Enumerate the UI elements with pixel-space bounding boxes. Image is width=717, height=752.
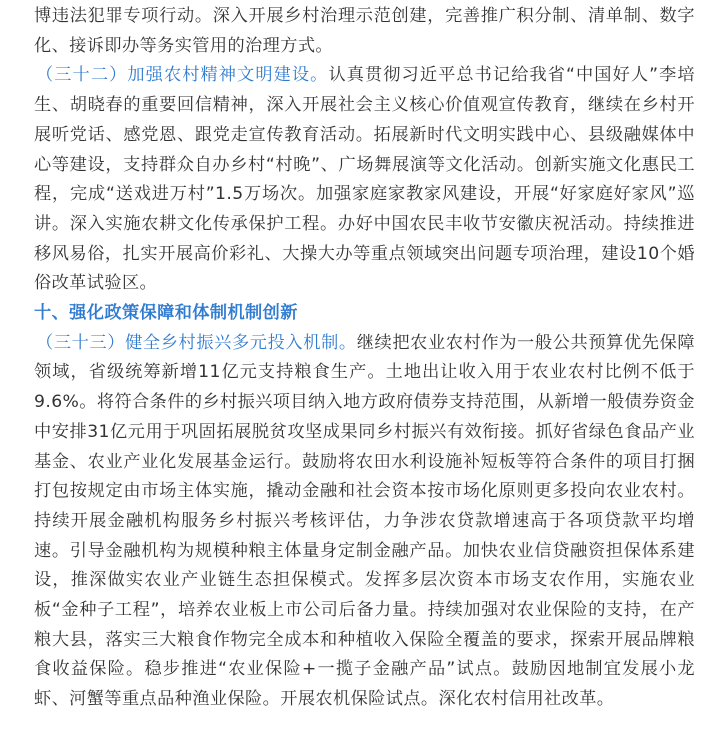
paragraph-intro: 博违法犯罪专项行动。深入开展乡村治理示范创建，完善推广积分制、清单制、数字化、接诉即办等务实管用的治理方式。 — [34, 6, 695, 56]
paragraph-item-33 — [34, 329, 695, 715]
item-32-body: 认真贯彻习近平总书记给我省“中国好人”李培生、胡晓春的重要回信精神，深入开展社会主义核心价值观宣传教育，继续在乡村开展听党话、感党恩、跟党走宣传教育活动。拓展新时代文明实践中心、县级融媒体中心等建设，支持群众自办乡村“村晚”、广场舞展演等文化活动。创新实施文化惠民工程，完成“送戏进万村”1.5万场次。加强家庭家教家风建设，开展“好家庭好家风”巡讲。深入实施农耕文化传承保护工程。办好中国农民丰收节安徽庆祝活动。持续推进移风易俗，扎实开展高价彩礼、大操大办等重点领域突出问题专项治理，建设10个婚俗改革试验区。 — [34, 65, 695, 294]
paragraph-item-32 — [34, 61, 695, 299]
item-32-lead: （三十二）加强农村精神文明建设。 — [36, 65, 329, 86]
item-33-body: 继续把农业农村作为一般公共预算优先保障领域，省级统筹新增11亿元支持粮食生产。土地出让收入用于农业农村比例不低于9.6%。将符合条件的乡村振兴项目纳入地方政府债券支持范围，从新增一般债券资金中安排31亿元用于巩固拓展脱贫攻坚成果同乡村振兴有效衔接。抓好省绿色食品产业基金、农业产业化发展基金运行。鼓励将农田水利设施补短板等符合条件的项目打捆打包按规定由市场主体实施，撬动金融和社会资本按市场化原则更多投向农业农村。持续开展金融机构服务乡村振兴考核评估，力争涉农贷款增速高于各项贷款平均增速。引导金融机构为规模种粮主体量身定制金融产品。加快农业信贷融资担保体系建设，推深做实农业产业链生态担保模式。发挥多层次资本市场支农作用，实施农业板“金种子工程”，培养农业板上市公司后备力量。持续加强对农业保险的支持，在产粮大县，落实三大粮食作物完全成本和种植收入保险全覆盖的要求，探索开展品牌粮食收益保险。稳步推进“农业保险+一揽子金融产品”试点。鼓励因地制宜发展小龙虾、河蟹等重点品种渔业保险。开展农机保险试点。深化农村信用社改革。 — [34, 332, 695, 710]
section-10-heading: 十、强化政策保障和体制机制创新 — [34, 303, 298, 324]
item-33-lead: （三十三）健全乡村振兴多元投入机制。 — [36, 332, 357, 353]
